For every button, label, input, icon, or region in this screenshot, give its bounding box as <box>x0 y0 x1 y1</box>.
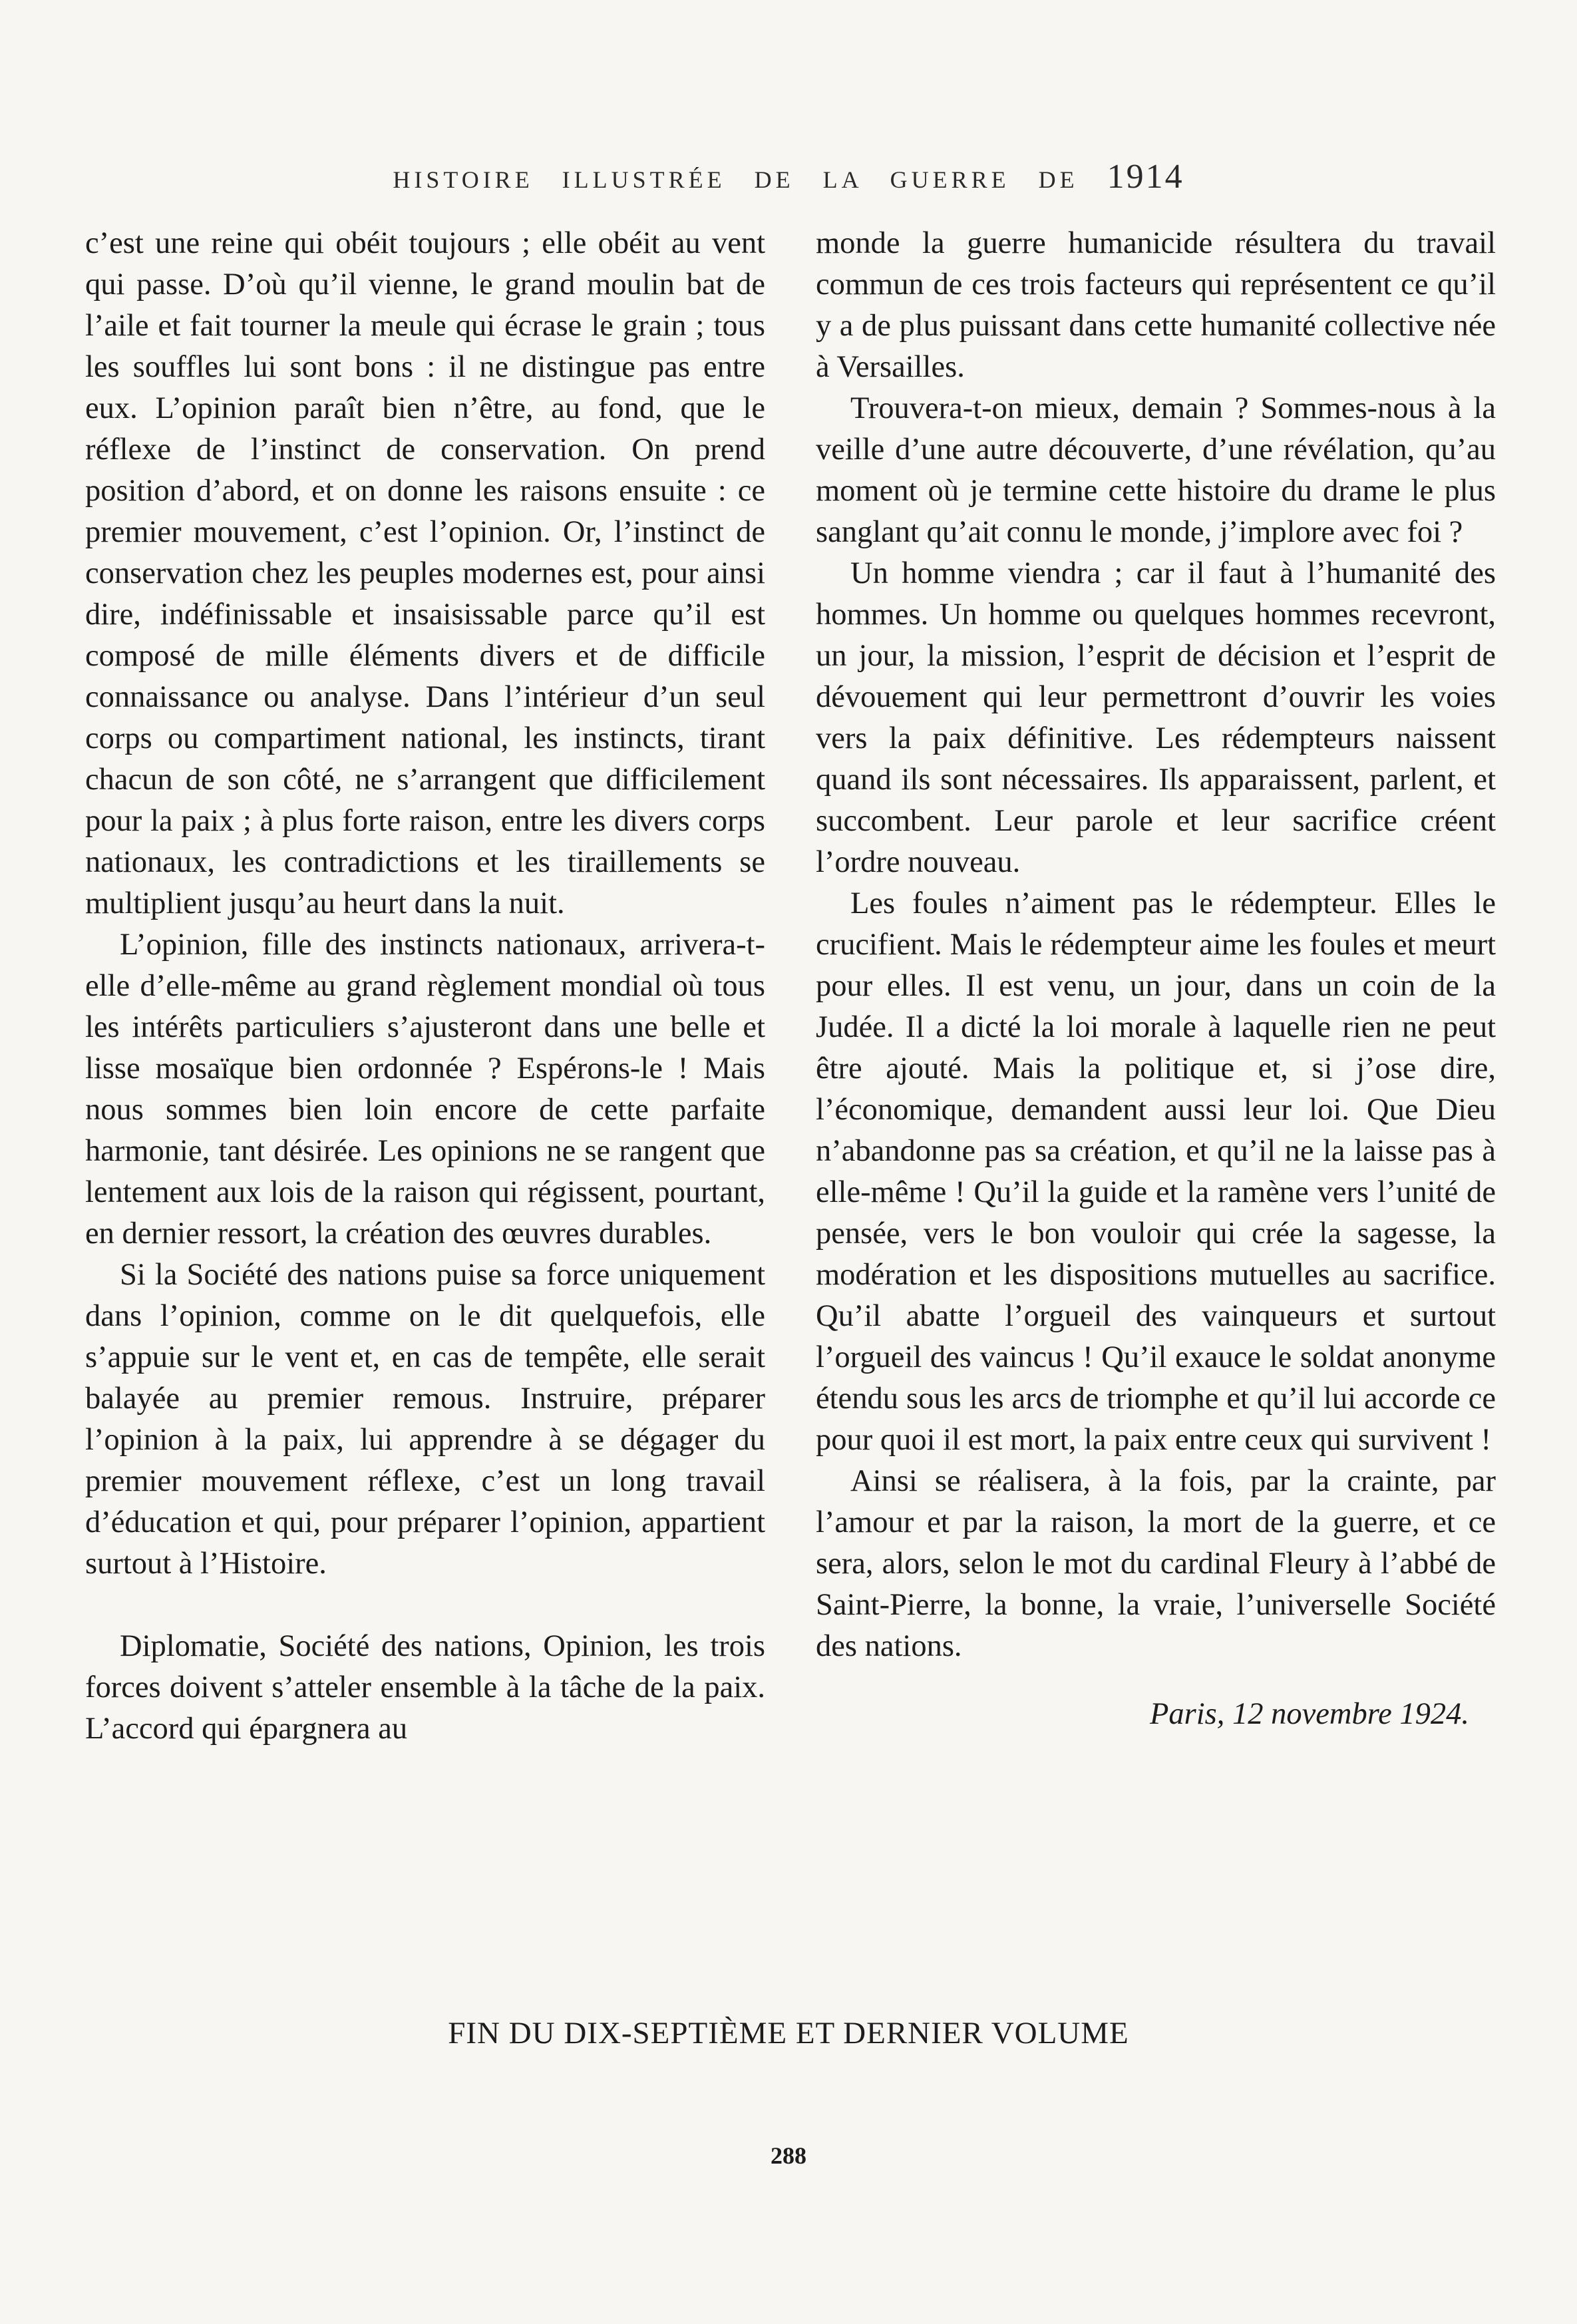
signature-dateline: Paris, 12 novembre 1924. <box>1149 1697 1469 1731</box>
running-year: 1914 <box>1107 158 1184 196</box>
left-column <box>85 223 765 1750</box>
paragraph: Si la Société des nations puise sa force uniquement dans l’opinion, comme on le dit quelquefois, elle s’appuie sur le vent et, en cas de tempête, elle serait balayée au premier remous. Instruire, préparer l’opinion à la paix, lui apprendre à se dégager du premier mouvement réflexe, c’est un long travail d’éducation et qui, pour préparer l’opinion, appartient surtout à l’Histoire. <box>85 1258 765 1581</box>
paragraph: Trouvera-t-on mieux, demain ? Sommes-nous à la veille d’une autre découverte, d’une révélation, qu’au moment où je termine cette histoire du drame le plus sanglant qu’ait connu le monde, j’implore avec foi ? <box>816 391 1496 549</box>
running-title: HISTOIRE ILLUSTRÉE DE LA GUERRE DE <box>393 166 1079 193</box>
paragraph: c’est une reine qui obéit toujours ; elle obéit au vent qui passe. D’où qu’il vienne, le grand moulin bat de l’aile et fait tourner la meule qui écrase le grain ; tous les souffles lui sont bons : il ne distingue pas entre eux. L’opinion paraît bien n’être, au fond, que le réflexe de l’instinct de conservation. On prend position d’abord, et on donne les raisons ensuite : ce premier mouvement, c’est l’opinion. Or, l’instinct de conservation chez les peuples modernes est, pour ainsi dire, indéfinissable et insaisissable parce qu’il est composé de mille éléments divers et de difficile connaissance ou analyse. Dans l’intérieur d’un seul corps ou compartiment national, les instincts, tirant chacun de son côté, ne s’arrangent que difficilement pour la paix ; à plus forte raison, entre les divers corps nationaux, les contradictions et les tiraillements se multiplient jusqu’au heurt dans la nuit. <box>85 226 765 920</box>
paragraph: Ainsi se réalisera, à la fois, par la crainte, par l’amour et par la raison, la mort de la guerre, et ce sera, alors, selon le mot du cardinal Fleury à l’abbé de Saint-Pierre, la bonne, la vraie, l’universelle Société des nations. <box>816 1464 1496 1663</box>
paragraph: Diplomatie, Société des nations, Opinion, les trois forces doivent s’atteler ensemble à la tâche de la paix. L’accord qui épargnera au <box>85 1629 765 1746</box>
page-number: 288 <box>771 2142 806 2169</box>
paragraph: Les foules n’aiment pas le rédempteur. Elles le crucifient. Mais le rédempteur aime les foules et meurt pour elles. Il est venu, un jour, dans un coin de la Judée. Il a dicté la loi morale à laquelle rien ne peut être ajouté. Mais la politique et, si j’ose dire, l’économique, demandent aussi leur loi. Que Dieu n’abandonne pas sa création, et qu’il ne la laisse pas à elle-même ! Qu’il la guide et la ramène vers l’unité de pensée, vers le bon vouloir qui crée la sagesse, la modération et les dispositions mutuelles au sacrifice. Qu’il abatte l’orgueil des vainqueurs et surtout l’orgueil des vaincus ! Qu’il exauce le soldat anonyme étendu sous les arcs de triomphe et qu’il lui accorde ce pour quoi il est mort, la paix entre ceux qui survivent ! <box>816 886 1496 1457</box>
paragraph: monde la guerre humanicide résultera du travail commun de ces trois facteurs qui représentent ce qu’il y a de plus puissant dans cette humanité collective née à Versailles. <box>816 226 1496 384</box>
running-head <box>0 157 1577 196</box>
paragraph: Un homme viendra ; car il faut à l’humanité des hommes. Un homme ou quelques hommes recevront, un jour, la mission, l’esprit de décision et l’esprit de dévouement qui leur permettront d’ouvrir les voies vers la paix définitive. Les rédempteurs naissent quand ils sont nécessaires. Ils apparaissent, parlent, et succombent. Leur parole et leur sacrifice créent l’ordre nouveau. <box>816 556 1496 879</box>
closing-line: FIN DU DIX-SEPTIÈME ET DERNIER VOLUME <box>448 2016 1129 2050</box>
paragraph: L’opinion, fille des instincts nationaux, arrivera-t-elle d’elle-même au grand règlement mondial où tous les intérêts particuliers s’ajusteront dans une belle et lisse mosaïque bien ordonnée ? Espérons-le ! Mais nous sommes bien loin encore de cette parfaite harmonie, tant désirée. Les opinions ne se rangent que lentement aux lois de la raison qui régissent, pourtant, en dernier ressort, la création des œuvres durables. <box>85 928 765 1251</box>
right-column <box>816 223 1496 1735</box>
